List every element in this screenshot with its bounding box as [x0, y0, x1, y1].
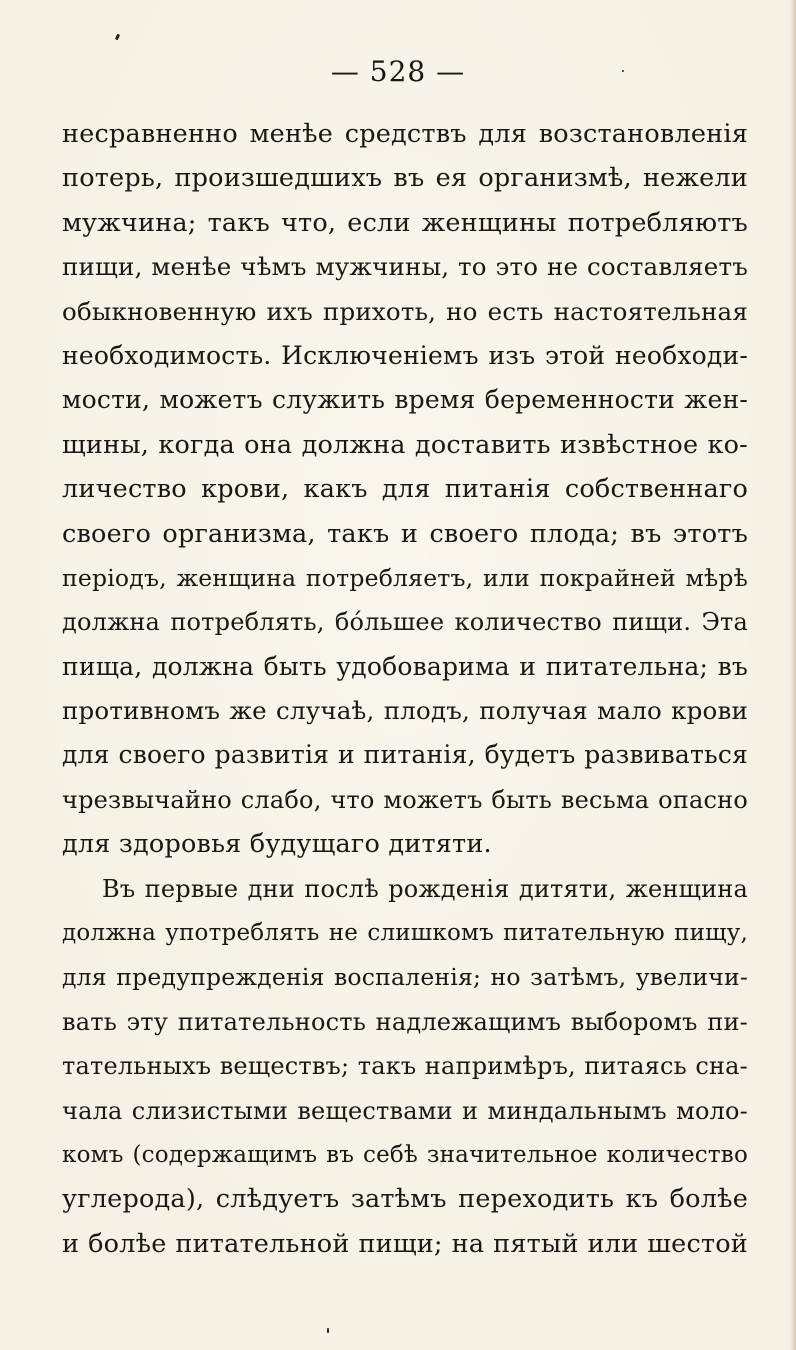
body-text	[62, 112, 748, 1266]
text-line: пища, должна быть удобоварима и питательна; въ	[62, 651, 748, 681]
text-line: противномъ же случаѣ, плодъ, получая мало крови	[62, 696, 748, 726]
text-line: должна потреблять, бóльшее количество пищи. Эта	[62, 608, 748, 637]
text-line: потерь, произшедшихъ въ ея организмѣ, нежели	[62, 163, 748, 194]
text-line: пищи, менѣе чѣмъ мужчины, то это не составляетъ	[62, 252, 748, 282]
ink-speck	[327, 1328, 329, 1333]
text-line: чрезвычайно слабо, что можетъ быть весьма опасно	[62, 785, 748, 814]
text-line: несравненно менѣе средствъ для возстановленія	[62, 119, 748, 149]
page-number: — 528 —	[330, 55, 466, 88]
text-line: комъ (содержащимъ въ себѣ значительное количество	[62, 1141, 748, 1168]
text-line: обыкновенную ихъ прихоть, но есть настоятельная	[62, 296, 748, 326]
text-line: мужчина; такъ что, если женщины потребляютъ	[62, 207, 748, 238]
text-line: вать эту питательность надлежащимъ выборомъ пи-	[62, 1007, 748, 1036]
text-line: для своего развитія и питанія, будетъ развиваться	[62, 740, 748, 770]
text-line: щины, когда она должна доставить извѣстное ко-	[62, 429, 748, 460]
text-line: для здоровья будущаго дитяти.	[62, 829, 492, 860]
ink-speck	[115, 34, 120, 41]
text-line: мости, можетъ служить время беременности жен-	[62, 385, 748, 415]
text-line: углерода), слѣдуетъ затѣмъ переходить къ болѣе	[62, 1184, 748, 1215]
text-line: чала слизистыми веществами и миндальнымъ моло-	[62, 1096, 748, 1125]
text-line: необходимость. Исключеніемъ изъ этой необходи-	[62, 340, 748, 370]
text-line: своего организма, такъ и своего плода; въ этотъ	[62, 518, 748, 549]
text-line: должна употреблять не слишкомъ питательную пищу,	[62, 920, 748, 947]
text-line: тательныхъ веществъ; такъ напримѣръ, питаясь сна-	[62, 1052, 748, 1081]
text-line: и болѣе питательной пищи; на пятый или шестой	[62, 1228, 748, 1259]
text-line: періодъ, женщина потребляетъ, или покрайней мѣрѣ	[62, 563, 748, 592]
text-line: для предупрежденія воспаленія; но затѣмъ, увеличи-	[62, 963, 748, 992]
text-line: Въ первые дни послѣ рожденія дитяти, женщина	[102, 874, 748, 903]
text-line: личество крови, какъ для питанія собственнаго	[62, 474, 748, 505]
page-edge	[790, 0, 796, 1350]
